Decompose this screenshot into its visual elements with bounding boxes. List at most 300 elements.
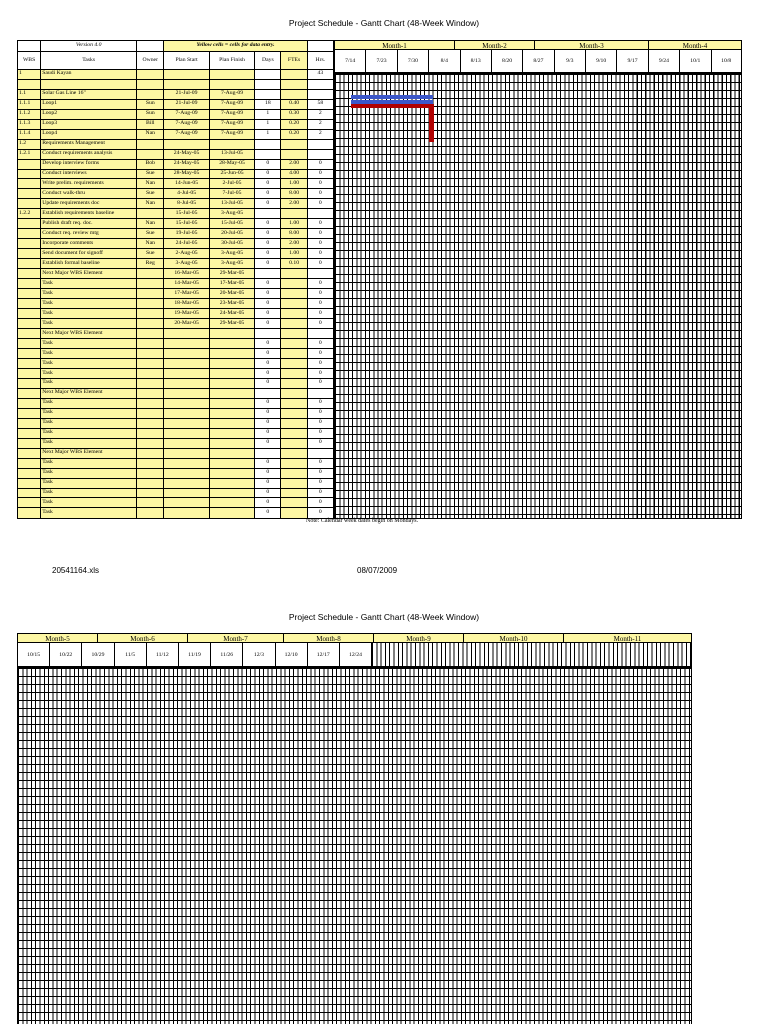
ftes-cell[interactable]: [281, 448, 307, 458]
ftes-cell[interactable]: [281, 348, 307, 358]
days-cell[interactable]: 0: [255, 169, 281, 179]
wbs-cell[interactable]: 1.2.1: [18, 149, 41, 159]
hrs-cell[interactable]: 0: [307, 289, 333, 299]
plan-finish-cell[interactable]: 7-Aug-09: [209, 129, 254, 139]
wbs-cell[interactable]: [18, 338, 41, 348]
owner-cell[interactable]: Sue: [137, 249, 164, 259]
plan-finish-cell[interactable]: 17-Mar-05: [209, 279, 254, 289]
hrs-cell[interactable]: 0: [307, 309, 333, 319]
wbs-cell[interactable]: [18, 199, 41, 209]
task-cell[interactable]: Solar Gas Line 16": [41, 89, 137, 99]
plan-start-cell[interactable]: 15-Jul-05: [164, 209, 209, 219]
hrs-cell[interactable]: 0: [307, 299, 333, 309]
task-cell[interactable]: Next Major WBS Element: [41, 388, 137, 398]
hrs-cell[interactable]: 0: [307, 378, 333, 388]
task-cell[interactable]: Task: [41, 458, 137, 468]
task-cell[interactable]: Task: [41, 299, 137, 309]
owner-cell[interactable]: [137, 309, 164, 319]
hrs-cell[interactable]: 2: [307, 119, 333, 129]
days-cell[interactable]: [255, 149, 281, 159]
task-cell[interactable]: Conduct walk-thru: [41, 189, 137, 199]
plan-finish-cell[interactable]: [209, 358, 254, 368]
wbs-cell[interactable]: [18, 189, 41, 199]
task-cell[interactable]: Task: [41, 358, 137, 368]
owner-cell[interactable]: [137, 338, 164, 348]
plan-start-cell[interactable]: [164, 69, 209, 79]
hrs-cell[interactable]: 0: [307, 488, 333, 498]
days-cell[interactable]: [255, 139, 281, 149]
wbs-cell[interactable]: [18, 329, 41, 339]
hrs-cell[interactable]: 0: [307, 438, 333, 448]
task-cell[interactable]: Loop4: [41, 129, 137, 139]
plan-start-cell[interactable]: [164, 139, 209, 149]
task-cell[interactable]: Task: [41, 378, 137, 388]
days-cell[interactable]: 0: [255, 159, 281, 169]
ftes-cell[interactable]: 1.00: [281, 179, 307, 189]
hrs-cell[interactable]: 0: [307, 338, 333, 348]
owner-cell[interactable]: [137, 418, 164, 428]
owner-cell[interactable]: [137, 458, 164, 468]
hrs-cell[interactable]: 0: [307, 259, 333, 269]
owner-cell[interactable]: [137, 388, 164, 398]
task-cell[interactable]: Task: [41, 368, 137, 378]
owner-cell[interactable]: [137, 408, 164, 418]
wbs-cell[interactable]: [18, 249, 41, 259]
ftes-cell[interactable]: 2.00: [281, 199, 307, 209]
plan-start-cell[interactable]: 14-Jun-05: [164, 179, 209, 189]
plan-start-cell[interactable]: 14-Mar-05: [164, 279, 209, 289]
task-cell[interactable]: Establish formal baseline: [41, 259, 137, 269]
ftes-cell[interactable]: 0.20: [281, 129, 307, 139]
owner-cell[interactable]: [137, 438, 164, 448]
owner-cell[interactable]: Sue: [137, 229, 164, 239]
plan-finish-cell[interactable]: 7-Aug-09: [209, 89, 254, 99]
wbs-cell[interactable]: [18, 498, 41, 508]
hrs-cell[interactable]: [307, 329, 333, 339]
wbs-cell[interactable]: 1.2: [18, 139, 41, 149]
hrs-cell[interactable]: 2: [307, 129, 333, 139]
plan-finish-cell[interactable]: [209, 498, 254, 508]
days-cell[interactable]: 0: [255, 289, 281, 299]
ftes-cell[interactable]: 0.30: [281, 109, 307, 119]
ftes-cell[interactable]: [281, 498, 307, 508]
task-cell[interactable]: Task: [41, 428, 137, 438]
ftes-cell[interactable]: 4.00: [281, 169, 307, 179]
days-cell[interactable]: [255, 269, 281, 279]
owner-cell[interactable]: [137, 69, 164, 79]
wbs-cell[interactable]: [18, 508, 41, 519]
wbs-cell[interactable]: [18, 239, 41, 249]
task-cell[interactable]: Task: [41, 408, 137, 418]
wbs-cell[interactable]: 1.1.2: [18, 109, 41, 119]
wbs-cell[interactable]: [18, 159, 41, 169]
days-cell[interactable]: 0: [255, 259, 281, 269]
plan-start-cell[interactable]: [164, 408, 209, 418]
ftes-cell[interactable]: [281, 329, 307, 339]
hrs-cell[interactable]: 0: [307, 169, 333, 179]
wbs-cell[interactable]: [18, 289, 41, 299]
owner-cell[interactable]: Bill: [137, 119, 164, 129]
task-cell[interactable]: Conduct req. review mtg: [41, 229, 137, 239]
ftes-cell[interactable]: [281, 508, 307, 519]
ftes-cell[interactable]: [281, 89, 307, 99]
task-cell[interactable]: Task: [41, 279, 137, 289]
wbs-cell[interactable]: 1.2.2: [18, 209, 41, 219]
ftes-cell[interactable]: 0.10: [281, 259, 307, 269]
task-cell[interactable]: Update requirements doc: [41, 199, 137, 209]
plan-finish-cell[interactable]: [209, 418, 254, 428]
plan-finish-cell[interactable]: 23-Mar-05: [209, 299, 254, 309]
wbs-cell[interactable]: [18, 478, 41, 488]
plan-start-cell[interactable]: [164, 498, 209, 508]
plan-start-cell[interactable]: 19-Mar-05: [164, 309, 209, 319]
plan-start-cell[interactable]: 7-Aug-09: [164, 109, 209, 119]
wbs-cell[interactable]: [18, 348, 41, 358]
wbs-cell[interactable]: [18, 428, 41, 438]
ftes-cell[interactable]: 2.00: [281, 239, 307, 249]
days-cell[interactable]: 0: [255, 348, 281, 358]
ftes-cell[interactable]: [281, 338, 307, 348]
days-cell[interactable]: 0: [255, 478, 281, 488]
task-cell[interactable]: Task: [41, 478, 137, 488]
ftes-cell[interactable]: [281, 309, 307, 319]
hrs-cell[interactable]: 0: [307, 408, 333, 418]
hrs-cell[interactable]: 0: [307, 348, 333, 358]
plan-finish-cell[interactable]: [209, 69, 254, 79]
days-cell[interactable]: [255, 89, 281, 99]
days-cell[interactable]: [255, 329, 281, 339]
owner-cell[interactable]: [137, 319, 164, 329]
wbs-cell[interactable]: [18, 388, 41, 398]
hrs-cell[interactable]: 0: [307, 219, 333, 229]
ftes-cell[interactable]: 8.00: [281, 189, 307, 199]
ftes-cell[interactable]: [281, 269, 307, 279]
ftes-cell[interactable]: [281, 478, 307, 488]
ftes-cell[interactable]: [281, 458, 307, 468]
plan-start-cell[interactable]: 7-Aug-09: [164, 129, 209, 139]
owner-cell[interactable]: [137, 398, 164, 408]
owner-cell[interactable]: Reg: [137, 259, 164, 269]
hrs-cell[interactable]: [307, 209, 333, 219]
hrs-cell[interactable]: [307, 269, 333, 279]
plan-start-cell[interactable]: [164, 448, 209, 458]
hrs-cell[interactable]: 0: [307, 428, 333, 438]
plan-finish-cell[interactable]: [209, 398, 254, 408]
ftes-cell[interactable]: [281, 428, 307, 438]
owner-cell[interactable]: [137, 498, 164, 508]
wbs-cell[interactable]: 1.1.3: [18, 119, 41, 129]
plan-start-cell[interactable]: 15-Jul-05: [164, 219, 209, 229]
days-cell[interactable]: 0: [255, 219, 281, 229]
plan-finish-cell[interactable]: [209, 338, 254, 348]
ftes-cell[interactable]: [281, 398, 307, 408]
plan-start-cell[interactable]: 24-Jul-05: [164, 239, 209, 249]
days-cell[interactable]: 0: [255, 239, 281, 249]
owner-cell[interactable]: [137, 468, 164, 478]
ftes-cell[interactable]: [281, 438, 307, 448]
owner-cell[interactable]: [137, 289, 164, 299]
hrs-cell[interactable]: 0: [307, 358, 333, 368]
wbs-cell[interactable]: [18, 259, 41, 269]
plan-finish-cell[interactable]: 3-Aug-05: [209, 259, 254, 269]
days-cell[interactable]: 0: [255, 468, 281, 478]
days-cell[interactable]: 0: [255, 438, 281, 448]
ftes-cell[interactable]: [281, 368, 307, 378]
owner-cell[interactable]: [137, 139, 164, 149]
task-cell[interactable]: Loop3: [41, 119, 137, 129]
plan-start-cell[interactable]: 8-Jul-05: [164, 199, 209, 209]
days-cell[interactable]: 0: [255, 309, 281, 319]
plan-start-cell[interactable]: 20-Mar-05: [164, 319, 209, 329]
owner-cell[interactable]: [137, 448, 164, 458]
plan-finish-cell[interactable]: 20-Jul-05: [209, 229, 254, 239]
task-cell[interactable]: Saudi Kayan: [41, 69, 137, 79]
wbs-cell[interactable]: [18, 398, 41, 408]
owner-cell[interactable]: Bob: [137, 159, 164, 169]
owner-cell[interactable]: [137, 299, 164, 309]
ftes-cell[interactable]: [281, 279, 307, 289]
days-cell[interactable]: [255, 448, 281, 458]
plan-finish-cell[interactable]: [209, 139, 254, 149]
owner-cell[interactable]: [137, 478, 164, 488]
hrs-cell[interactable]: [307, 79, 333, 89]
plan-start-cell[interactable]: [164, 338, 209, 348]
wbs-cell[interactable]: [18, 358, 41, 368]
task-cell[interactable]: Incorporate comments: [41, 239, 137, 249]
days-cell[interactable]: 0: [255, 368, 281, 378]
plan-start-cell[interactable]: [164, 438, 209, 448]
days-cell[interactable]: 0: [255, 498, 281, 508]
days-cell[interactable]: 0: [255, 179, 281, 189]
plan-start-cell[interactable]: 28-May-05: [164, 169, 209, 179]
hrs-cell[interactable]: 0: [307, 179, 333, 189]
owner-cell[interactable]: [137, 378, 164, 388]
days-cell[interactable]: [255, 388, 281, 398]
plan-finish-cell[interactable]: [209, 79, 254, 89]
plan-start-cell[interactable]: 19-Jul-05: [164, 229, 209, 239]
owner-cell[interactable]: [137, 269, 164, 279]
task-cell[interactable]: Requirements Management: [41, 139, 137, 149]
days-cell[interactable]: 0: [255, 408, 281, 418]
hrs-cell[interactable]: [307, 448, 333, 458]
wbs-cell[interactable]: 1: [18, 69, 41, 79]
owner-cell[interactable]: [137, 368, 164, 378]
hrs-cell[interactable]: 2: [307, 109, 333, 119]
wbs-cell[interactable]: [18, 488, 41, 498]
owner-cell[interactable]: Nan: [137, 129, 164, 139]
plan-start-cell[interactable]: [164, 458, 209, 468]
owner-cell[interactable]: Nan: [137, 179, 164, 189]
plan-finish-cell[interactable]: 15-Jul-05: [209, 219, 254, 229]
ftes-cell[interactable]: 8.00: [281, 229, 307, 239]
plan-finish-cell[interactable]: 3-Aug-05: [209, 249, 254, 259]
plan-start-cell[interactable]: [164, 418, 209, 428]
ftes-cell[interactable]: [281, 408, 307, 418]
hrs-cell[interactable]: [307, 89, 333, 99]
ftes-cell[interactable]: 0.20: [281, 119, 307, 129]
wbs-cell[interactable]: [18, 448, 41, 458]
plan-finish-cell[interactable]: [209, 329, 254, 339]
hrs-cell[interactable]: 0: [307, 189, 333, 199]
owner-cell[interactable]: [137, 348, 164, 358]
days-cell[interactable]: 0: [255, 189, 281, 199]
wbs-cell[interactable]: [18, 179, 41, 189]
hrs-cell[interactable]: 0: [307, 478, 333, 488]
ftes-cell[interactable]: [281, 79, 307, 89]
hrs-cell[interactable]: [307, 139, 333, 149]
ftes-cell[interactable]: [281, 388, 307, 398]
hrs-cell[interactable]: 0: [307, 498, 333, 508]
plan-finish-cell[interactable]: [209, 388, 254, 398]
ftes-cell[interactable]: [281, 209, 307, 219]
task-cell[interactable]: Develop interview forms: [41, 159, 137, 169]
days-cell[interactable]: 1: [255, 109, 281, 119]
days-cell[interactable]: 1: [255, 129, 281, 139]
ftes-cell[interactable]: 0.40: [281, 99, 307, 109]
days-cell[interactable]: 0: [255, 428, 281, 438]
plan-finish-cell[interactable]: 13-Jul-05: [209, 199, 254, 209]
task-cell[interactable]: Task: [41, 338, 137, 348]
hrs-cell[interactable]: 0: [307, 319, 333, 329]
hrs-cell[interactable]: 0: [307, 229, 333, 239]
hrs-cell[interactable]: [307, 149, 333, 159]
plan-finish-cell[interactable]: [209, 508, 254, 519]
owner-cell[interactable]: [137, 358, 164, 368]
wbs-cell[interactable]: 1.1: [18, 89, 41, 99]
days-cell[interactable]: 0: [255, 358, 281, 368]
task-cell[interactable]: Conduct interviews: [41, 169, 137, 179]
task-cell[interactable]: Next Major WBS Element: [41, 329, 137, 339]
owner-cell[interactable]: Sun: [137, 99, 164, 109]
task-cell[interactable]: Task: [41, 468, 137, 478]
plan-start-cell[interactable]: [164, 398, 209, 408]
plan-start-cell[interactable]: 3-Aug-05: [164, 259, 209, 269]
plan-finish-cell[interactable]: 7-Aug-09: [209, 109, 254, 119]
task-cell[interactable]: Next Major WBS Element: [41, 269, 137, 279]
ftes-cell[interactable]: [281, 289, 307, 299]
plan-start-cell[interactable]: 24-May-05: [164, 159, 209, 169]
wbs-cell[interactable]: 1.1.4: [18, 129, 41, 139]
plan-finish-cell[interactable]: 30-Jul-05: [209, 239, 254, 249]
ftes-cell[interactable]: [281, 488, 307, 498]
task-cell[interactable]: Loop1: [41, 99, 137, 109]
plan-start-cell[interactable]: [164, 488, 209, 498]
days-cell[interactable]: 1: [255, 119, 281, 129]
plan-start-cell[interactable]: [164, 428, 209, 438]
hrs-cell[interactable]: 0: [307, 458, 333, 468]
hrs-cell[interactable]: [307, 388, 333, 398]
plan-finish-cell[interactable]: 25-Jun-05: [209, 169, 254, 179]
plan-finish-cell[interactable]: 13-Jul-05: [209, 149, 254, 159]
wbs-cell[interactable]: 1.1.1: [18, 99, 41, 109]
plan-finish-cell[interactable]: [209, 438, 254, 448]
owner-cell[interactable]: [137, 428, 164, 438]
days-cell[interactable]: 18: [255, 99, 281, 109]
wbs-cell[interactable]: [18, 319, 41, 329]
days-cell[interactable]: [255, 69, 281, 79]
days-cell[interactable]: [255, 79, 281, 89]
ftes-cell[interactable]: [281, 358, 307, 368]
task-cell[interactable]: Establish requirements baseline: [41, 209, 137, 219]
plan-finish-cell[interactable]: 24-Mar-05: [209, 309, 254, 319]
plan-start-cell[interactable]: 16-Mar-05: [164, 269, 209, 279]
plan-start-cell[interactable]: 4-Jul-05: [164, 189, 209, 199]
hrs-cell[interactable]: 0: [307, 368, 333, 378]
hrs-cell[interactable]: 0: [307, 239, 333, 249]
plan-finish-cell[interactable]: 7-Aug-09: [209, 119, 254, 129]
owner-cell[interactable]: [137, 329, 164, 339]
owner-cell[interactable]: [137, 508, 164, 519]
days-cell[interactable]: [255, 209, 281, 219]
plan-finish-cell[interactable]: 2-Jul-05: [209, 179, 254, 189]
owner-cell[interactable]: Nan: [137, 219, 164, 229]
plan-start-cell[interactable]: [164, 508, 209, 519]
hrs-cell[interactable]: 0: [307, 249, 333, 259]
wbs-cell[interactable]: [18, 219, 41, 229]
task-cell[interactable]: Task: [41, 398, 137, 408]
wbs-cell[interactable]: [18, 269, 41, 279]
plan-start-cell[interactable]: 21-Jul-09: [164, 89, 209, 99]
plan-start-cell[interactable]: 18-Mar-05: [164, 299, 209, 309]
plan-start-cell[interactable]: [164, 79, 209, 89]
plan-finish-cell[interactable]: [209, 368, 254, 378]
ftes-cell[interactable]: [281, 69, 307, 79]
hrs-cell[interactable]: 0: [307, 418, 333, 428]
task-cell[interactable]: [41, 79, 137, 89]
owner-cell[interactable]: [137, 488, 164, 498]
plan-finish-cell[interactable]: [209, 348, 254, 358]
task-cell[interactable]: Task: [41, 348, 137, 358]
days-cell[interactable]: 0: [255, 249, 281, 259]
plan-finish-cell[interactable]: [209, 428, 254, 438]
wbs-cell[interactable]: [18, 418, 41, 428]
plan-finish-cell[interactable]: 20-Mar-05: [209, 289, 254, 299]
plan-start-cell[interactable]: [164, 468, 209, 478]
task-cell[interactable]: Task: [41, 498, 137, 508]
task-cell[interactable]: Task: [41, 438, 137, 448]
wbs-cell[interactable]: [18, 309, 41, 319]
ftes-cell[interactable]: 2.00: [281, 159, 307, 169]
ftes-cell[interactable]: [281, 299, 307, 309]
owner-cell[interactable]: Sue: [137, 169, 164, 179]
plan-start-cell[interactable]: 7-Aug-09: [164, 119, 209, 129]
task-cell[interactable]: Task: [41, 309, 137, 319]
wbs-cell[interactable]: [18, 438, 41, 448]
days-cell[interactable]: 0: [255, 338, 281, 348]
days-cell[interactable]: 0: [255, 279, 281, 289]
task-cell[interactable]: Loop2: [41, 109, 137, 119]
ftes-cell[interactable]: [281, 319, 307, 329]
plan-finish-cell[interactable]: 29-Mar-05: [209, 319, 254, 329]
plan-start-cell[interactable]: [164, 348, 209, 358]
plan-finish-cell[interactable]: 7-Jul-05: [209, 189, 254, 199]
ftes-cell[interactable]: [281, 149, 307, 159]
ftes-cell[interactable]: [281, 418, 307, 428]
ftes-cell[interactable]: [281, 378, 307, 388]
plan-start-cell[interactable]: 2-Aug-05: [164, 249, 209, 259]
plan-start-cell[interactable]: [164, 368, 209, 378]
owner-cell[interactable]: Sun: [137, 109, 164, 119]
plan-finish-cell[interactable]: [209, 488, 254, 498]
plan-finish-cell[interactable]: [209, 378, 254, 388]
plan-finish-cell[interactable]: [209, 448, 254, 458]
task-cell[interactable]: Publish draft req. doc.: [41, 219, 137, 229]
plan-finish-cell[interactable]: [209, 458, 254, 468]
hrs-cell[interactable]: 0: [307, 159, 333, 169]
wbs-cell[interactable]: [18, 458, 41, 468]
hrs-cell[interactable]: 43: [307, 69, 333, 79]
days-cell[interactable]: 0: [255, 299, 281, 309]
